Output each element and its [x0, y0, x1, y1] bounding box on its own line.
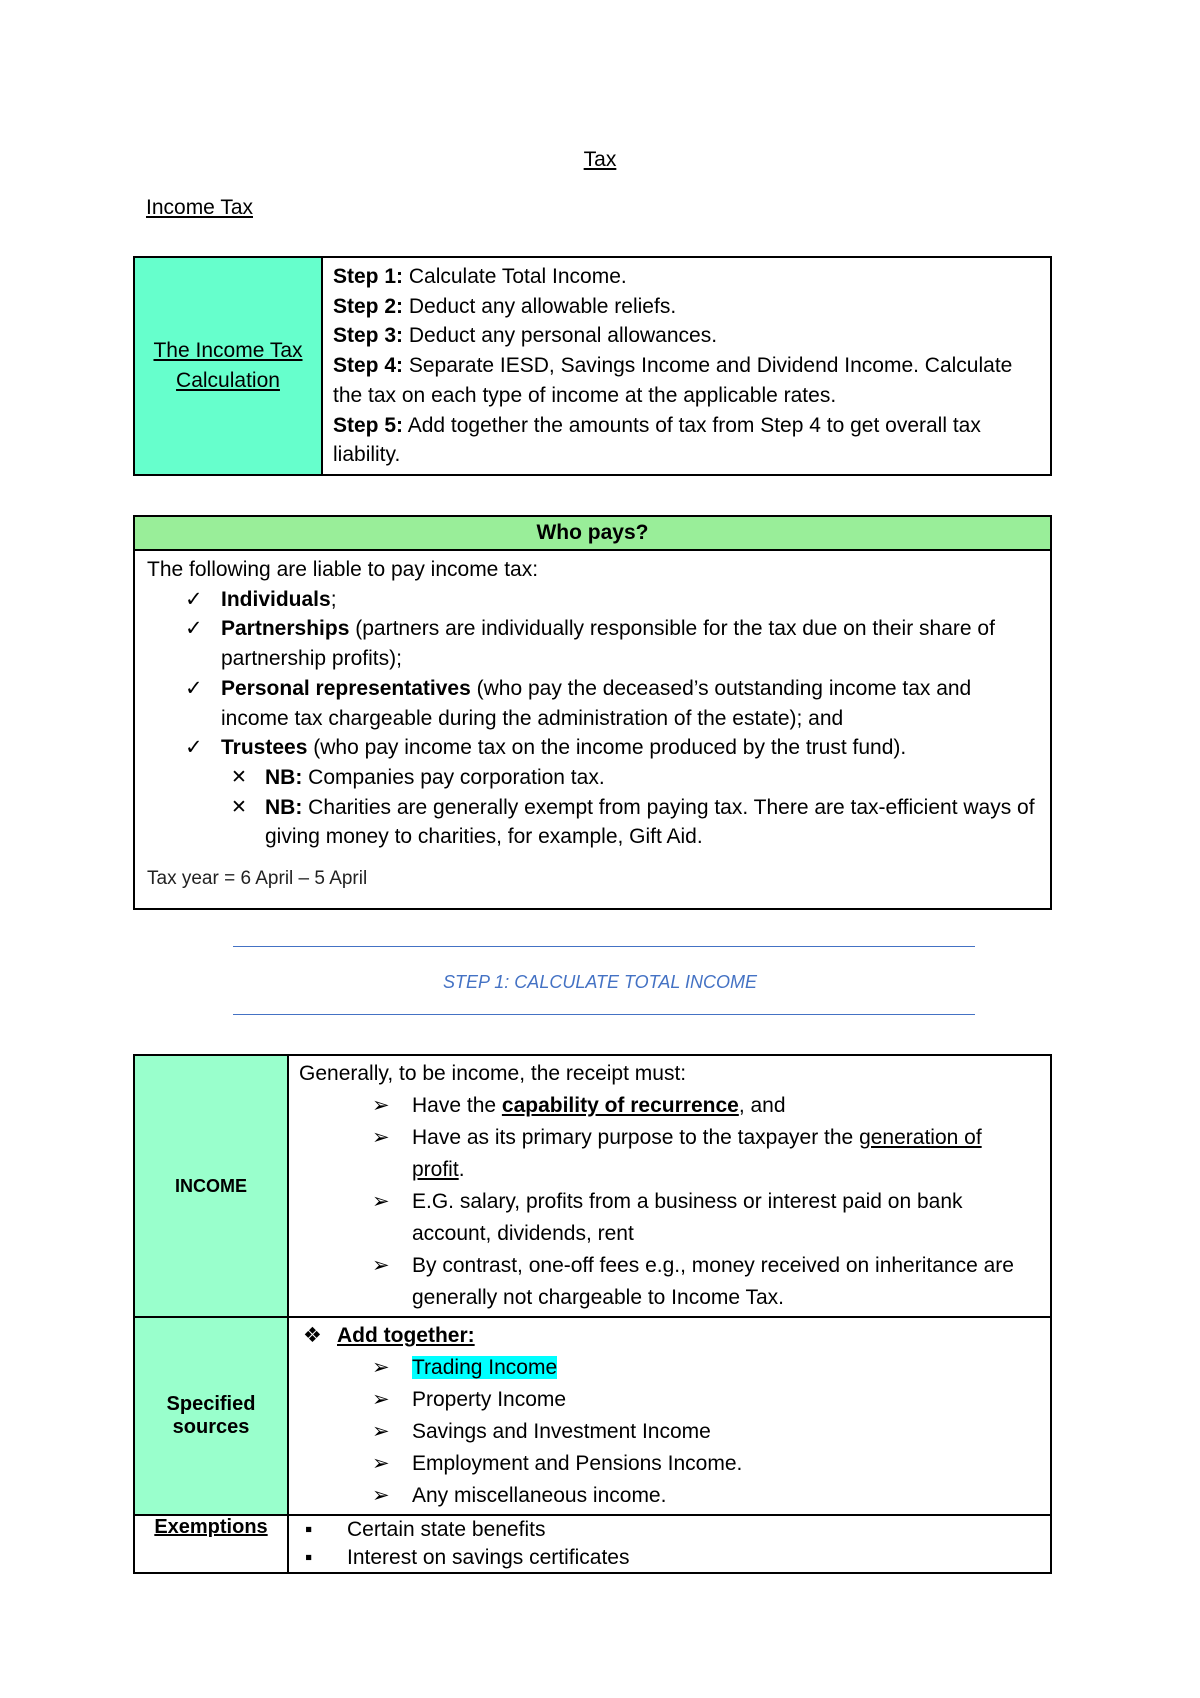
- step-item: [333, 321, 1040, 351]
- income-tax-calculation-table: [133, 256, 1052, 476]
- divider-top: [233, 946, 975, 947]
- step-text: Deduct any allowable reliefs.: [403, 294, 677, 318]
- item-text: Certain state benefits: [347, 1518, 546, 1541]
- note-item: [147, 793, 1040, 852]
- list-item: [147, 585, 1040, 615]
- check-icon: ✓: [185, 676, 203, 700]
- list-item: [299, 1250, 1040, 1314]
- list-item: [299, 1122, 1040, 1186]
- step-label: Step 4:: [333, 354, 404, 378]
- income-table: [133, 1054, 1052, 1574]
- item-text: Employment and Pensions Income.: [412, 1452, 743, 1475]
- arrow-icon: ➢: [372, 1094, 390, 1117]
- item-text: Interest on savings certificates: [347, 1546, 630, 1569]
- arrow-icon: ➢: [372, 1190, 390, 1213]
- divider-bottom: [233, 1014, 975, 1015]
- item-text: Have the: [412, 1094, 502, 1117]
- list-item: [299, 1448, 1040, 1480]
- income-intro: Generally, to be income, the receipt must:: [299, 1062, 687, 1085]
- step-label: Step 5:: [333, 413, 404, 437]
- list-item: [147, 733, 1040, 763]
- item-text: (who pay income tax on the income produced by the trust fund).: [307, 736, 907, 760]
- step-label: Step 3:: [333, 324, 404, 348]
- note-label: NB:: [265, 795, 303, 819]
- section-title: Income Tax: [146, 196, 253, 219]
- item-text: E.G. salary, profits from a business or interest paid on bank account, dividends, rent: [412, 1190, 963, 1245]
- item-emphasis: generation of profit: [412, 1126, 982, 1181]
- sources-label: Specified sources: [134, 1317, 288, 1515]
- add-together-row: [299, 1320, 1040, 1352]
- calculation-label: The Income Tax Calculation: [134, 257, 322, 475]
- item-text: Property Income: [412, 1388, 567, 1411]
- step-label: Step 2:: [333, 294, 404, 318]
- item-bold: Trustees: [221, 736, 308, 760]
- square-bullet-icon: ▪: [305, 1518, 313, 1541]
- item-text: By contrast, one-off fees e.g., money received on inheritance are generally not chargeable to Income Tax.: [412, 1254, 1014, 1309]
- step-text: Add together the amounts of tax from Step 4 to get overall tax liability.: [333, 413, 981, 467]
- list-item: [299, 1352, 1040, 1384]
- note-item: [147, 763, 1040, 793]
- list-item: [147, 614, 1040, 673]
- step-item: [333, 262, 1040, 292]
- square-bullet-icon: ▪: [305, 1546, 313, 1569]
- list-item: [147, 674, 1040, 733]
- item-text: (partners are individually responsible for the tax due on their share of partnership profits);: [221, 617, 995, 671]
- step-item: [333, 292, 1040, 322]
- arrow-icon: ➢: [372, 1452, 390, 1475]
- item-text: Any miscellaneous income.: [412, 1484, 667, 1507]
- who-pays-body: [134, 550, 1051, 909]
- list-item: [299, 1384, 1040, 1416]
- step-item: [333, 351, 1040, 410]
- arrow-icon: ➢: [372, 1126, 390, 1149]
- who-pays-header: Who pays?: [134, 516, 1051, 550]
- item-text: .: [458, 1158, 465, 1181]
- tax-year-note: Tax year = 6 April – 5 April: [147, 868, 368, 890]
- step-label: Step 1:: [333, 265, 404, 288]
- step-text: Separate IESD, Savings Income and Dividend Income. Calculate the tax on each type of income at the applicable rates.: [333, 354, 1013, 407]
- list-item: [299, 1416, 1040, 1448]
- step-text: Calculate Total Income.: [403, 265, 627, 288]
- note-label: NB:: [265, 765, 303, 789]
- arrow-icon: ➢: [372, 1254, 390, 1277]
- diamond-icon: ❖: [303, 1324, 322, 1347]
- check-icon: ✓: [185, 736, 203, 760]
- item-text: ;: [330, 587, 337, 611]
- item-text: (who pay the deceased’s outstanding income tax and income tax chargeable during the administration of the estate); and: [221, 676, 972, 730]
- check-icon: ✓: [185, 587, 203, 611]
- item-text: Have as its primary purpose to the taxpayer the: [412, 1126, 860, 1149]
- item-bold: Partnerships: [221, 617, 350, 641]
- step1-heading: STEP 1: CALCULATE TOTAL INCOME: [442, 972, 758, 992]
- item-emphasis: capability of recurrence: [501, 1094, 739, 1117]
- note-text: Companies pay corporation tax.: [302, 765, 605, 789]
- exemptions-list: [288, 1515, 1051, 1573]
- arrow-icon: ➢: [372, 1484, 390, 1507]
- step-item: [333, 411, 1040, 470]
- cross-icon: ✕: [231, 796, 247, 818]
- list-item: [299, 1186, 1040, 1250]
- income-label: INCOME: [134, 1055, 288, 1317]
- exemptions-text: Exemptions: [154, 1516, 268, 1538]
- cross-icon: ✕: [231, 766, 247, 788]
- item-bold: Personal representatives: [221, 676, 471, 700]
- item-bold: Individuals: [221, 587, 331, 611]
- item-text: , and: [738, 1094, 786, 1117]
- note-text: Charities are generally exempt from paying tax. There are tax-efficient ways of giving money to charities, for example, Gift Aid.: [265, 795, 1035, 849]
- item-text: Trading Income: [412, 1356, 558, 1379]
- calculation-steps: [322, 257, 1051, 475]
- item-text: Savings and Investment Income: [412, 1420, 711, 1443]
- exemptions-label: [134, 1515, 288, 1573]
- who-pays-intro: The following are liable to pay income tax:: [147, 558, 539, 581]
- who-pays-table: [133, 515, 1052, 910]
- list-item: [299, 1090, 1040, 1122]
- income-criteria: [288, 1055, 1051, 1317]
- page-title: Tax: [583, 148, 617, 171]
- check-icon: ✓: [185, 617, 203, 641]
- arrow-icon: ➢: [372, 1388, 390, 1411]
- sources-list: [288, 1317, 1051, 1515]
- list-item: [299, 1516, 1040, 1544]
- list-item: [299, 1480, 1040, 1512]
- step-text: Deduct any personal allowances.: [403, 324, 718, 348]
- list-item: [299, 1544, 1040, 1572]
- arrow-icon: ➢: [372, 1420, 390, 1443]
- arrow-icon: ➢: [372, 1356, 390, 1379]
- add-together-label: Add together:: [337, 1324, 475, 1347]
